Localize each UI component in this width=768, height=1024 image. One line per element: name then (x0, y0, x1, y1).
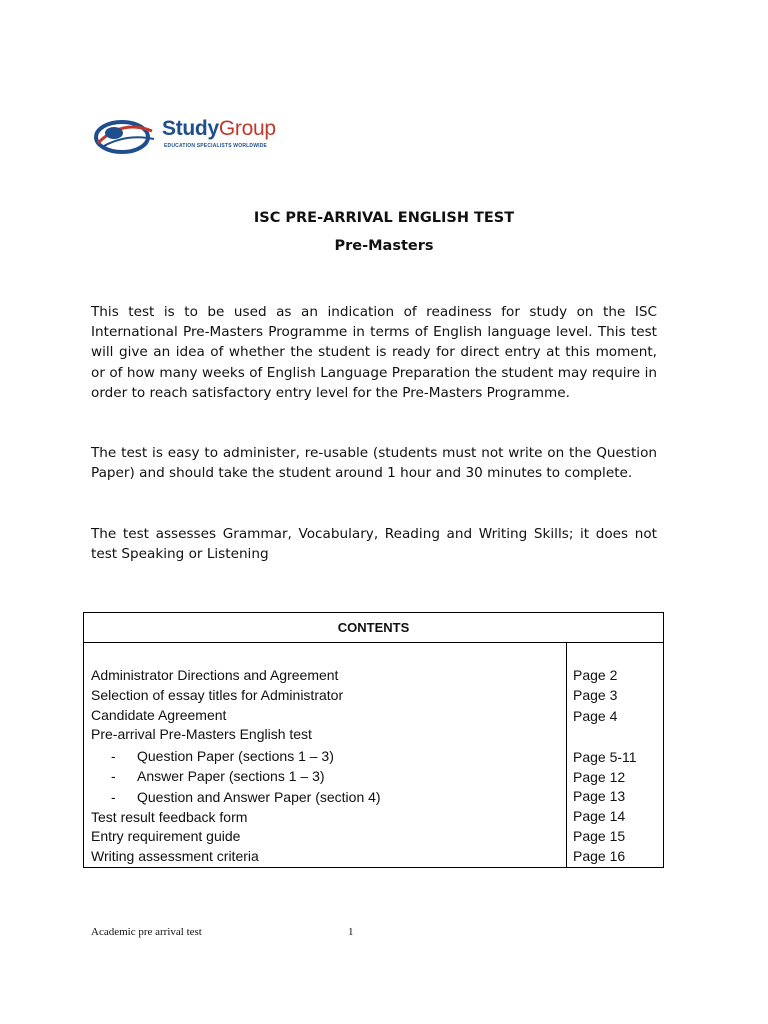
contents-item: Test result feedback form (91, 809, 248, 825)
footer-page-number: 1 (348, 926, 354, 938)
contents-subitem-label: Answer Paper (sections 1 – 3) (137, 768, 325, 784)
administration-paragraph: The test is easy to administer, re-usable (students must not write on the Question Paper) and should take the student around 1 hour and 30 minutes to complete. (91, 445, 657, 482)
intro-paragraph: This test is to be used as an indication of readiness for study on the ISC International Pre-Masters Programme in terms of English language level. This test will give an idea of whether the student is ready for direct entry at this moment, or of how many weeks of English Language Preparation the student may require in order to reach satisfactory entry level for the Pre-Masters Programme. (91, 304, 657, 401)
contents-subitem-label: Question and Answer Paper (section 4) (137, 789, 381, 805)
contents-page-ref: Page 16 (573, 848, 626, 864)
contents-page-ref: Page 4 (573, 708, 618, 724)
contents-subitem (111, 746, 334, 766)
contents-page-ref: Page 15 (573, 828, 626, 844)
contents-item: Entry requirement guide (91, 828, 241, 844)
contents-page-ref: Page 2 (573, 667, 618, 683)
contents-item: Pre-arrival Pre-Masters English test (91, 726, 312, 742)
logo-name-group: Group (218, 117, 276, 140)
skills-paragraph: The test assesses Grammar, Vocabulary, Reading and Writing Skills; it does not test Speaking or Listening (91, 526, 657, 563)
contents-page-ref: Page 3 (573, 687, 618, 703)
contents-table (83, 612, 664, 868)
list-dash: - (111, 768, 116, 784)
globe-logo-icon (92, 113, 164, 161)
contents-item: Writing assessment criteria (91, 848, 259, 864)
contents-subitem (111, 787, 381, 807)
document-title: ISC PRE-ARRIVAL ENGLISH TEST (253, 210, 515, 226)
studygroup-logo (92, 113, 282, 161)
contents-item: Administrator Directions and Agreement (91, 667, 339, 683)
contents-page-ref: Page 5-11 (573, 749, 637, 765)
list-dash: - (111, 789, 116, 805)
logo-tagline: EDUCATION SPECIALISTS WORLDWIDE (164, 143, 268, 149)
contents-page-ref: Page 14 (573, 808, 626, 824)
list-dash: - (111, 748, 116, 764)
contents-column-divider (566, 642, 567, 868)
contents-heading: CONTENTS (84, 613, 663, 643)
footer-document-name: Academic pre arrival test (91, 926, 202, 938)
contents-subitem (111, 766, 325, 786)
contents-item: Selection of essay titles for Administrator (91, 687, 344, 703)
contents-item: Candidate Agreement (91, 707, 227, 723)
document-subtitle: Pre-Masters (334, 238, 434, 254)
contents-subitem-label: Question Paper (sections 1 – 3) (137, 748, 334, 764)
logo-wordmark (162, 117, 276, 141)
contents-page-ref: Page 13 (573, 788, 626, 804)
contents-page-ref: Page 12 (573, 769, 626, 785)
logo-name-study: Study (162, 117, 219, 140)
